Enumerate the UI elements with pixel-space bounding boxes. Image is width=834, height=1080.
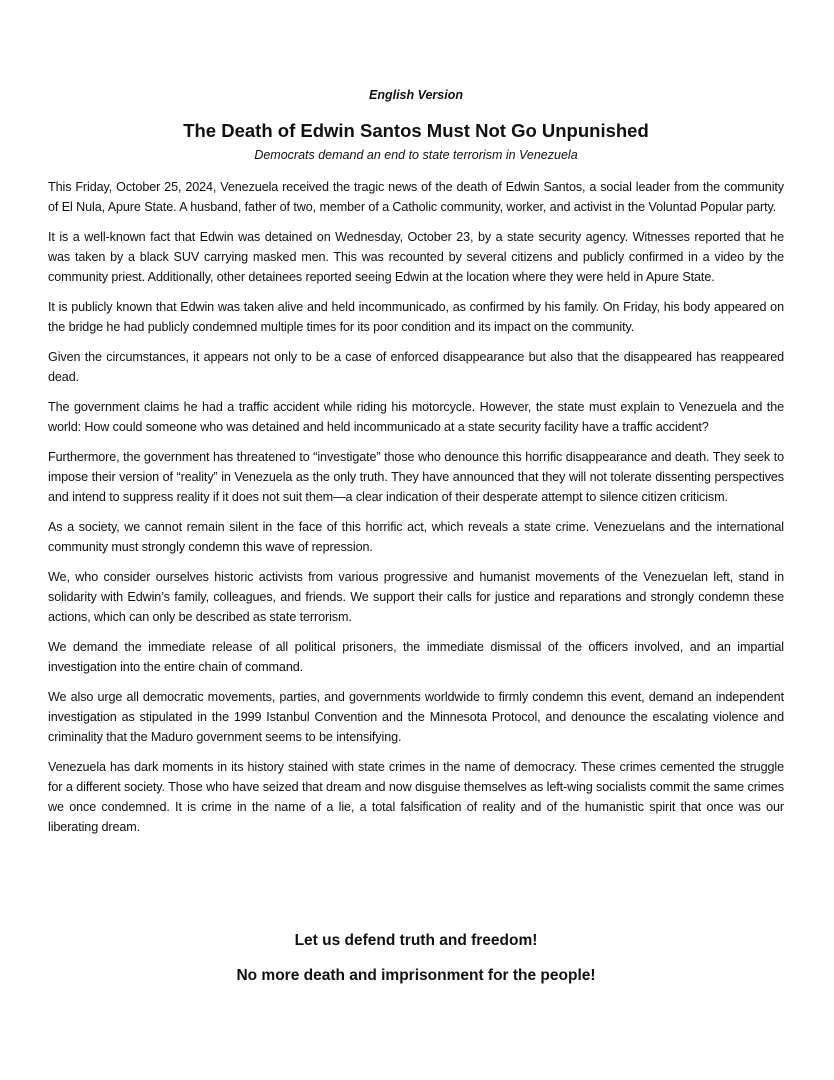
document-page — [48, 0, 784, 1080]
paragraph-1: This Friday, October 25, 2024, Venezuela received the tragic news of the death of Edwin Santos, a social leader from the community of El Nula, Apure State. A husband, father of two, member of a Catholic community, worker, and activist in the Voluntad Popular party. — [48, 180, 784, 214]
paragraph-8: We, who consider ourselves historic activists from various progressive and humanist movements of the Venezuelan left, stand in solidarity with Edwin’s family, colleagues, and friends. We support their calls for justice and reparations and strongly condemn these actions, which can only be described as state terrorism. — [48, 570, 784, 624]
page-subtitle: Democrats demand an end to state terrorism in Venezuela — [254, 148, 578, 162]
paragraph-2: It is a well-known fact that Edwin was detained on Wednesday, October 23, by a state security agency. Witnesses reported that he was taken by a black SUV carrying masked men. This was recounted by several citizens and publicly confirmed in a video by the community priest. Additionally, other detainees reported seeing Edwin at the location where they were held in Apure State. — [48, 230, 784, 284]
paragraph-3: It is publicly known that Edwin was taken alive and held incommunicado, as confirmed by his family. On Friday, his body appeared on the bridge he had publicly condemned multiple times for its poor condition and its impact on the community. — [48, 300, 784, 334]
paragraph-5: The government claims he had a traffic accident while riding his motorcycle. However, the state must explain to Venezuela and the world: How could someone who was detained and held incommunicado at a state security facility have a traffic accident? — [48, 400, 784, 434]
paragraph-7: As a society, we cannot remain silent in the face of this horrific act, which reveals a state crime. Venezuelans and the international community must strongly condemn this wave of repression. — [48, 520, 784, 554]
version-label: English Version — [368, 88, 463, 102]
page-title: The Death of Edwin Santos Must Not Go Unpunished — [183, 120, 649, 141]
closing-line-truth-freedom: Let us defend truth and freedom! — [294, 932, 538, 949]
paragraph-4: Given the circumstances, it appears not only to be a case of enforced disappearance but also that the disappeared has reappeared dead. — [48, 350, 784, 384]
closing-line-no-more-death: No more death and imprisonment for the people! — [236, 967, 596, 984]
paragraph-9: We demand the immediate release of all political prisoners, the immediate dismissal of the officers involved, and an impartial investigation into the entire chain of command. — [48, 640, 784, 674]
paragraph-6: Furthermore, the government has threatened to “investigate” those who denounce this horrific disappearance and death. They seek to impose their version of “reality” in Venezuela as the only truth. They have announced that they will not tolerate dissenting perspectives and intend to suppress reality if it does not suit them—a clear indication of their desperate attempt to silence citizen criticism. — [48, 450, 784, 504]
paragraph-11: Venezuela has dark moments in its history stained with state crimes in the name of democracy. These crimes cemented the struggle for a different society. Those who have seized that dream and now disguise themselves as left-wing socialists commit the same crimes we once condemned. It is crime in the name of a lie, a total falsification of reality and of the humanistic spirit that once was our liberating dream. — [48, 760, 784, 834]
document-body — [48, 177, 784, 847]
paragraph-10: We also urge all democratic movements, parties, and governments worldwide to firmly condemn this event, demand an independent investigation as stipulated in the 1999 Istanbul Convention and the Minnesota Protocol, and denounce the escalating violence and criminality that the Maduro government seems to be intensifying. — [48, 690, 784, 744]
